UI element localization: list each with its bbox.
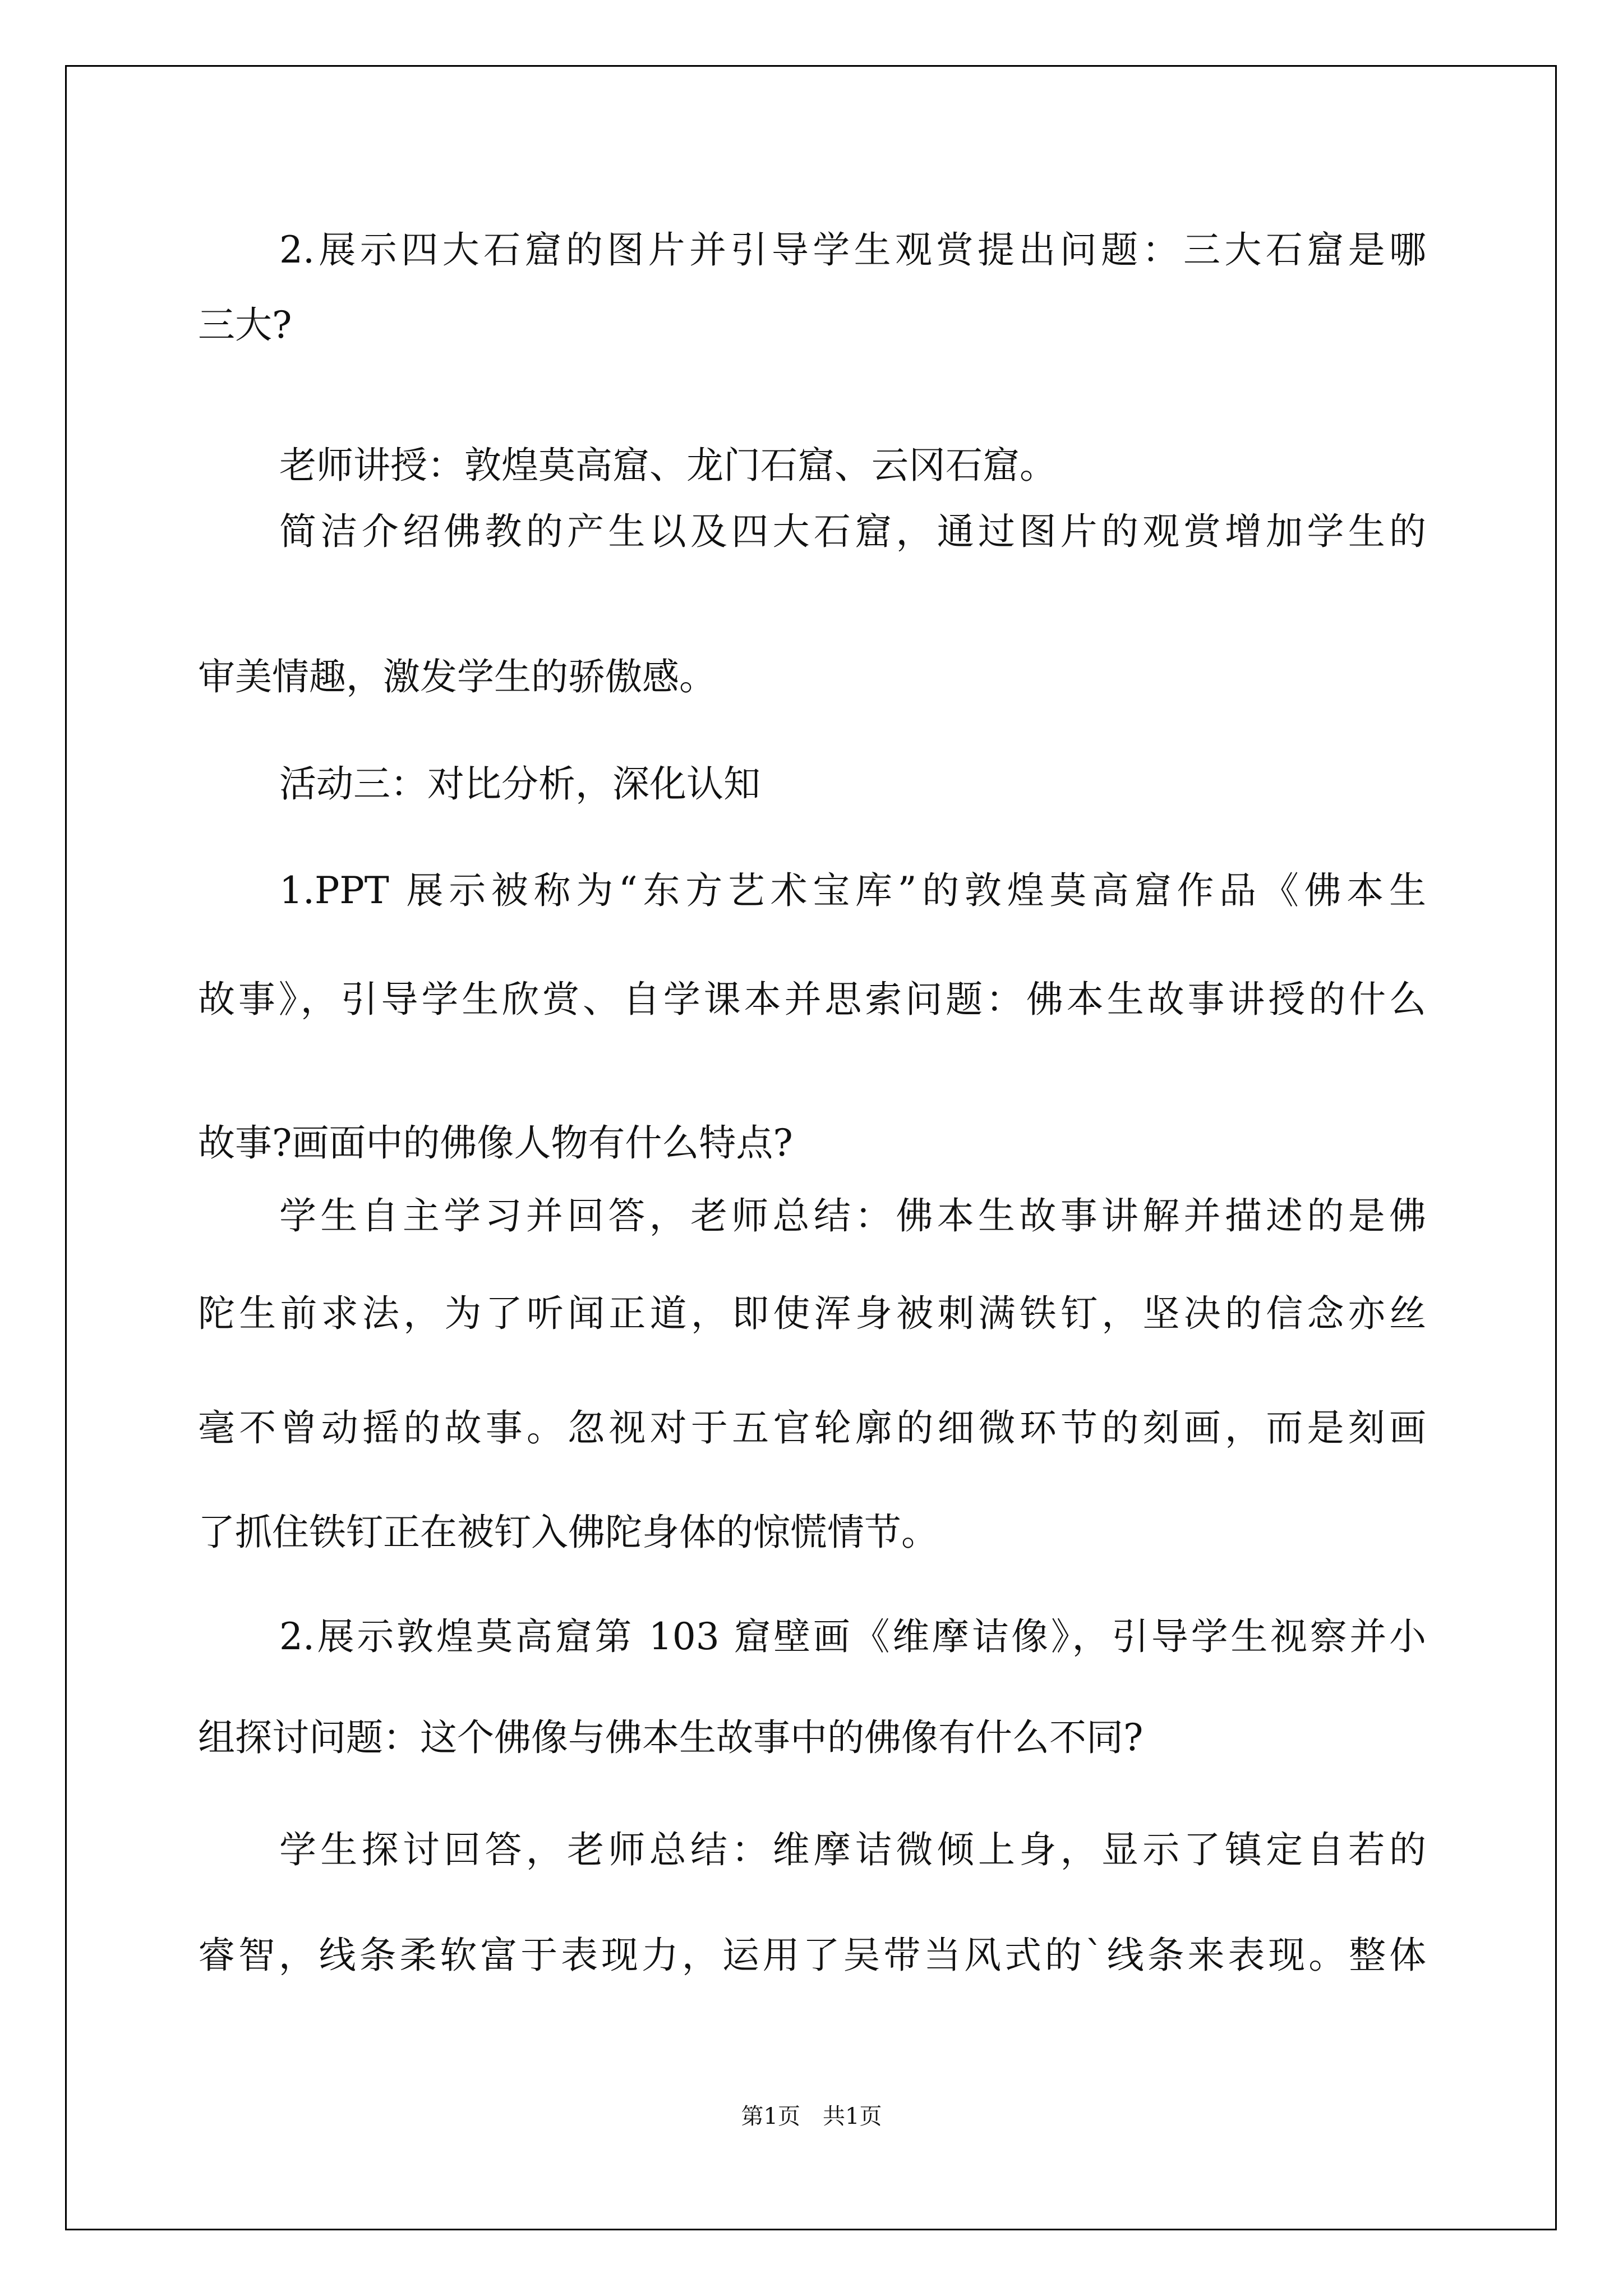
paragraph-line: 2.展示四大石窟的图片并引导学生观赏提出问题：三大石窟是哪	[279, 228, 1426, 272]
paragraph-line: 陀生前求法，为了听闻正道，即使浑身被刺满铁钉，坚决的信念亦丝	[198, 1292, 1426, 1335]
paragraph-line: 睿智，线条柔软富于表现力，运用了吴带当风式的`线条来表现。整体	[198, 1934, 1426, 1977]
paragraph-line: 三大?	[198, 303, 292, 347]
paragraph-heading: 活动三：对比分析，深化认知	[279, 762, 760, 806]
paragraph-line: 故事》，引导学生欣赏、自学课本并思索问题：佛本生故事讲授的什么	[198, 978, 1426, 1021]
paragraph-line: 故事?画面中的佛像人物有什么特点?	[198, 1121, 793, 1165]
paragraph-line: 2.展示敦煌莫高窟第 103 窟壁画《维摩诘像》，引导学生视察并小	[279, 1615, 1426, 1658]
paragraph-line: 了抓住铁钉正在被钉入佛陀身体的惊慌情节。	[198, 1511, 938, 1554]
paragraph-line: 审美情趣，激发学生的骄傲感。	[198, 655, 716, 698]
paragraph-line: 老师讲授：敦煌莫高窟、龙门石窟、云冈石窟。	[279, 444, 1057, 487]
page-footer: 第1页 共1页	[741, 2104, 882, 2129]
paragraph-line: 组探讨问题：这个佛像与佛本生故事中的佛像有什么不同?	[198, 1716, 1144, 1759]
paragraph-line: 学生自主学习并回答，老师总结：佛本生故事讲解并描述的是佛	[279, 1194, 1426, 1237]
paragraph-line: 1.PPT 展示被称为“东方艺术宝库”的敦煌莫高窟作品《佛本生	[279, 869, 1426, 912]
paragraph-line: 学生探讨回答，老师总结：维摩诘微倾上身，显示了镇定自若的	[279, 1828, 1426, 1871]
paragraph-line: 简洁介绍佛教的产生以及四大石窟，通过图片的观赏增加学生的	[279, 510, 1426, 553]
paragraph-line: 毫不曾动摇的故事。忽视对于五官轮廓的细微环节的刻画，而是刻画	[198, 1406, 1426, 1450]
